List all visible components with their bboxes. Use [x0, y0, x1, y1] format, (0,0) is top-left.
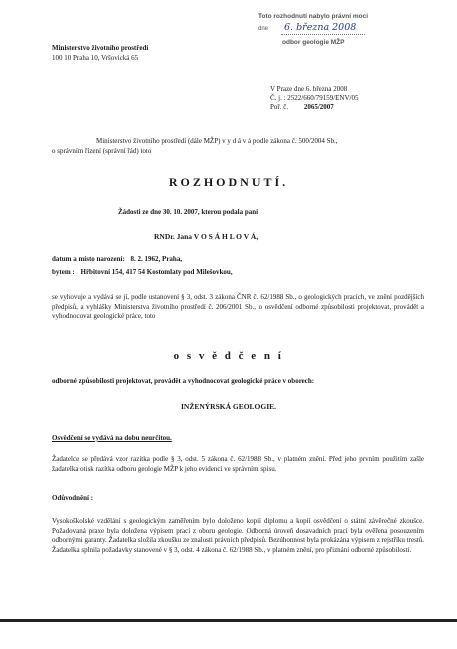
reference-number: Č. j. : 2522/660/79159/ENV/05: [270, 94, 359, 102]
residence-label: bytem :: [52, 268, 75, 276]
justification-paragraph: [52, 517, 424, 555]
residence-value: Hřbitovní 154, 417 54 Kostomlaty pod Milešovkou,: [80, 268, 233, 276]
certificate-heading: o s v ě d č e n í: [173, 350, 284, 362]
serial-number-value: 2065/2007: [303, 103, 334, 111]
residence-line: [52, 268, 233, 277]
justification-heading: Odůvodnění :: [52, 494, 94, 502]
field-of-competence: INŽENÝRSKÁ GEOLOGIE.: [180, 402, 277, 411]
intro-line-2: o správním řízení (správní řád) toto: [52, 147, 152, 155]
sender-address: 100 10 Praha 10, Vršovická 65: [52, 54, 139, 62]
birth-label: datum a místo narození:: [52, 255, 125, 263]
stamp-dotted-line: [281, 34, 365, 35]
decision-text: se vyhovuje a vydává se jí, podle ustanovení § 3, odst. 3 zákona ČNR č. 62/1988 Sb., o geologických pracích, ve znění pozdějších předpisů, a vyhlášky Ministerstva životního prostředí č. 206/2001 Sb., o osvědčení odborné způsobilosti projektovat, provádět a vyhodnocovat geologické práce, toto: [52, 293, 424, 320]
stamp-paragraph-text: Žadatelce se předává vzor razítka podle § 3, odst. 5 zákona č. 62/1988 Sb., v platném znění. Před jeho prvním použitím zašle žadatelka otisk razítka odboru geologie MŽP k jeho evidenci ve správním spisu.: [52, 455, 424, 473]
birth-value: 8. 2. 1962, Praha,: [130, 255, 183, 263]
serial-number-label: Poř. č.: [270, 103, 289, 111]
stamp-handwritten-date: 6. března 2008: [284, 22, 357, 33]
birth-line: [52, 255, 182, 264]
stamp-paragraph: [52, 455, 424, 474]
validity-line: Osvědčení se vydává na dobu neurčitou.: [52, 434, 172, 442]
intro-line-1: Ministerstvo životního prostředí (dále MŽP) v y d á v á podle zákona č. 500/2004 Sb.,: [96, 137, 338, 145]
stamp-line-1: Toto rozhodnutí nabylo právní moci: [258, 13, 369, 20]
stamp-date-prefix: dne: [258, 26, 269, 32]
applicant-name: RNDr. Jana V O S Á H L O V Á,: [154, 232, 259, 241]
legal-force-stamp: [254, 11, 378, 53]
scan-edge-rule: [0, 619, 457, 622]
justification-text: Vysokoškolské vzdělání s geologickým zaměřením bylo doloženo kopií diplomu a kopií osvědčení o státní závěrečné zkoušce. Požadovaná praxe byla doložena výpisem prací z oboru geologie. Odborná úroveň dosavadních prací byla ověřena posouzením odbornými garanty. Žadatelka složila zkoušku ze znalosti právních předpisů. Bezúhonnost byla prokázána výpisem z rejstříku trestů. Žadatelka splnila požadavky stanovené v § 3, odst. 4 zákona č. 62/1988 Sb., v platném znění, pro přiznání odborné způsobilosti.: [52, 517, 424, 554]
request-line: Žádosti ze dne 30. 10. 2007, kterou podala paní: [118, 208, 259, 216]
sender-name: Ministerstvo životního prostředí: [52, 44, 149, 52]
stamp-department: odbor geologie MŽP: [282, 39, 345, 46]
decision-paragraph: [52, 293, 424, 322]
issue-date: V Praze dne 6. března 2008: [270, 85, 348, 93]
serial-number: [270, 103, 334, 112]
competence-line: odborné způsobilosti projektovat, provádět a vyhodnocovat geologické práce v oborech:: [52, 377, 315, 385]
document-heading: ROZHODNUTÍ.: [168, 175, 289, 189]
